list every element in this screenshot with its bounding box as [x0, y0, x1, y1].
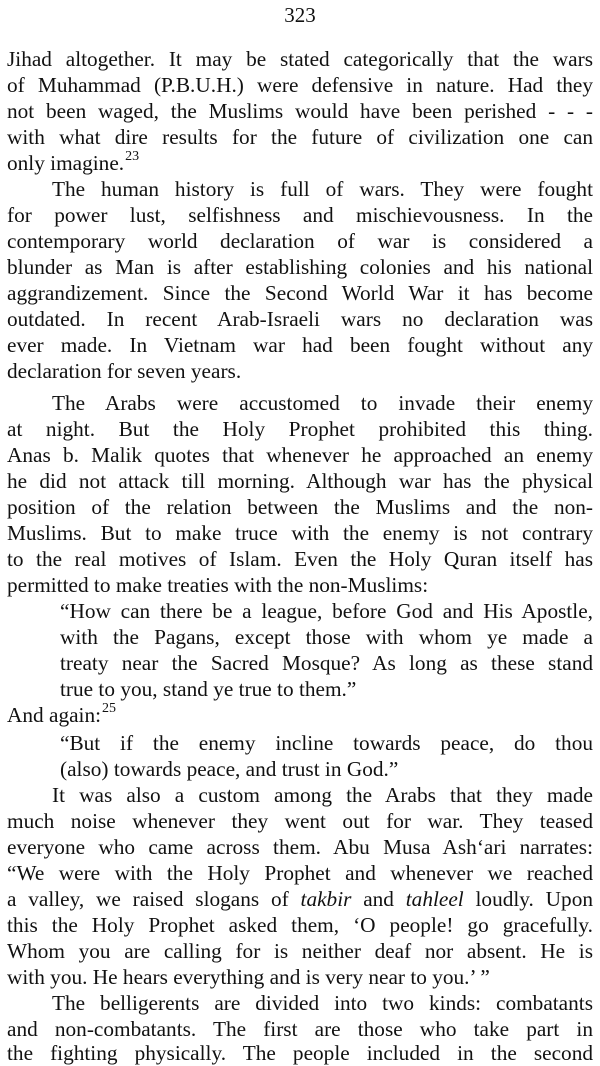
page-number: 323 — [284, 3, 316, 27]
text-line — [7, 886, 593, 912]
text-segment: only imagine. — [7, 151, 125, 175]
text-line: Jihad altogether. It may be stated categorically that the wars — [7, 47, 593, 71]
text-line: Muslims. But to make truce with the enemy is not contrary — [7, 521, 593, 545]
text-line: not been waged, the Muslims would have been perished - - - — [7, 99, 593, 123]
text-line: everyone who came across them. Abu Musa Ash‘ari narrates: — [7, 835, 593, 859]
text-line: The belligerents are divided into two kinds: combatants — [52, 991, 593, 1015]
text-line: blunder as Man is after establishing colonies and his national — [7, 255, 593, 279]
text-line: to the real motives of Islam. Even the Holy Quran itself has — [7, 547, 593, 571]
text-line: much noise whenever they went out for war. They teased — [7, 809, 593, 833]
text-line: The Arabs were accustomed to invade their enemy — [52, 391, 593, 415]
text-line: aggrandizement. Since the Second World War it has become — [7, 281, 593, 305]
text-line: permitted to make treaties with the non-Muslims: — [7, 573, 429, 597]
text-line: he did not attack till morning. Although war has the physical — [7, 469, 593, 493]
quote-line: “But if the enemy incline towards peace, do thou — [60, 731, 593, 755]
text-segment: a valley, we raised slogans of — [7, 887, 301, 911]
footnote-reference: 23 — [125, 149, 140, 164]
quote-line: (also) towards peace, and trust in God.” — [60, 757, 399, 781]
footnote-reference: 25 — [102, 701, 117, 716]
text-segment: and — [351, 887, 406, 911]
text-line: position of the relation between the Muslims and the non- — [7, 495, 593, 519]
text-line: declaration for seven years. — [7, 359, 242, 383]
quote-line: “How can there be a league, before God and His Apostle, — [60, 599, 593, 623]
text-line — [7, 702, 593, 728]
text-line: Whom you are calling for is neither deaf nor absent. He is — [7, 939, 593, 963]
text-line: with you. He hears everything and is very near to you.’ ” — [7, 965, 490, 989]
text-segment: loudly. Upon — [463, 887, 593, 911]
text-line: contemporary world declaration of war is considered a — [7, 229, 593, 253]
text-line: with what dire results for the future of civilization one can — [7, 125, 593, 149]
text-line: It was also a custom among the Arabs that they made — [52, 783, 593, 807]
text-line: Anas b. Malik quotes that whenever he approached an enemy — [7, 443, 593, 467]
text-line: outdated. In recent Arab-Israeli wars no declaration was — [7, 307, 593, 331]
quote-line: treaty near the Sacred Mosque? As long as these stand — [60, 651, 593, 675]
text-line — [7, 150, 593, 176]
text-line: and non-combatants. The first are those who take part in — [7, 1017, 593, 1041]
quote-line: with the Pagans, except those with whom ye made a — [60, 625, 593, 649]
italic-term: takbir — [300, 887, 352, 911]
text-segment: And again: — [7, 703, 102, 727]
text-line: this the Holy Prophet asked them, ‘O people! go gracefully. — [7, 913, 593, 937]
italic-term: tahleel — [405, 887, 464, 911]
text-line: ever made. In Vietnam war had been fought without any — [7, 333, 593, 357]
text-line: of Muhammad (P.B.U.H.) were defensive in nature. Had they — [7, 73, 593, 97]
text-line: for power lust, selfishness and mischievousness. In the — [7, 203, 593, 227]
text-line: the fighting physically. The people included in the second — [7, 1041, 593, 1065]
text-line: The human history is full of wars. They were fought — [52, 177, 593, 201]
quote-line: true to you, stand ye true to them.” — [60, 677, 357, 701]
text-line: “We were with the Holy Prophet and whenever we reached — [7, 861, 593, 885]
text-line: at night. But the Holy Prophet prohibited this thing. — [7, 417, 593, 441]
